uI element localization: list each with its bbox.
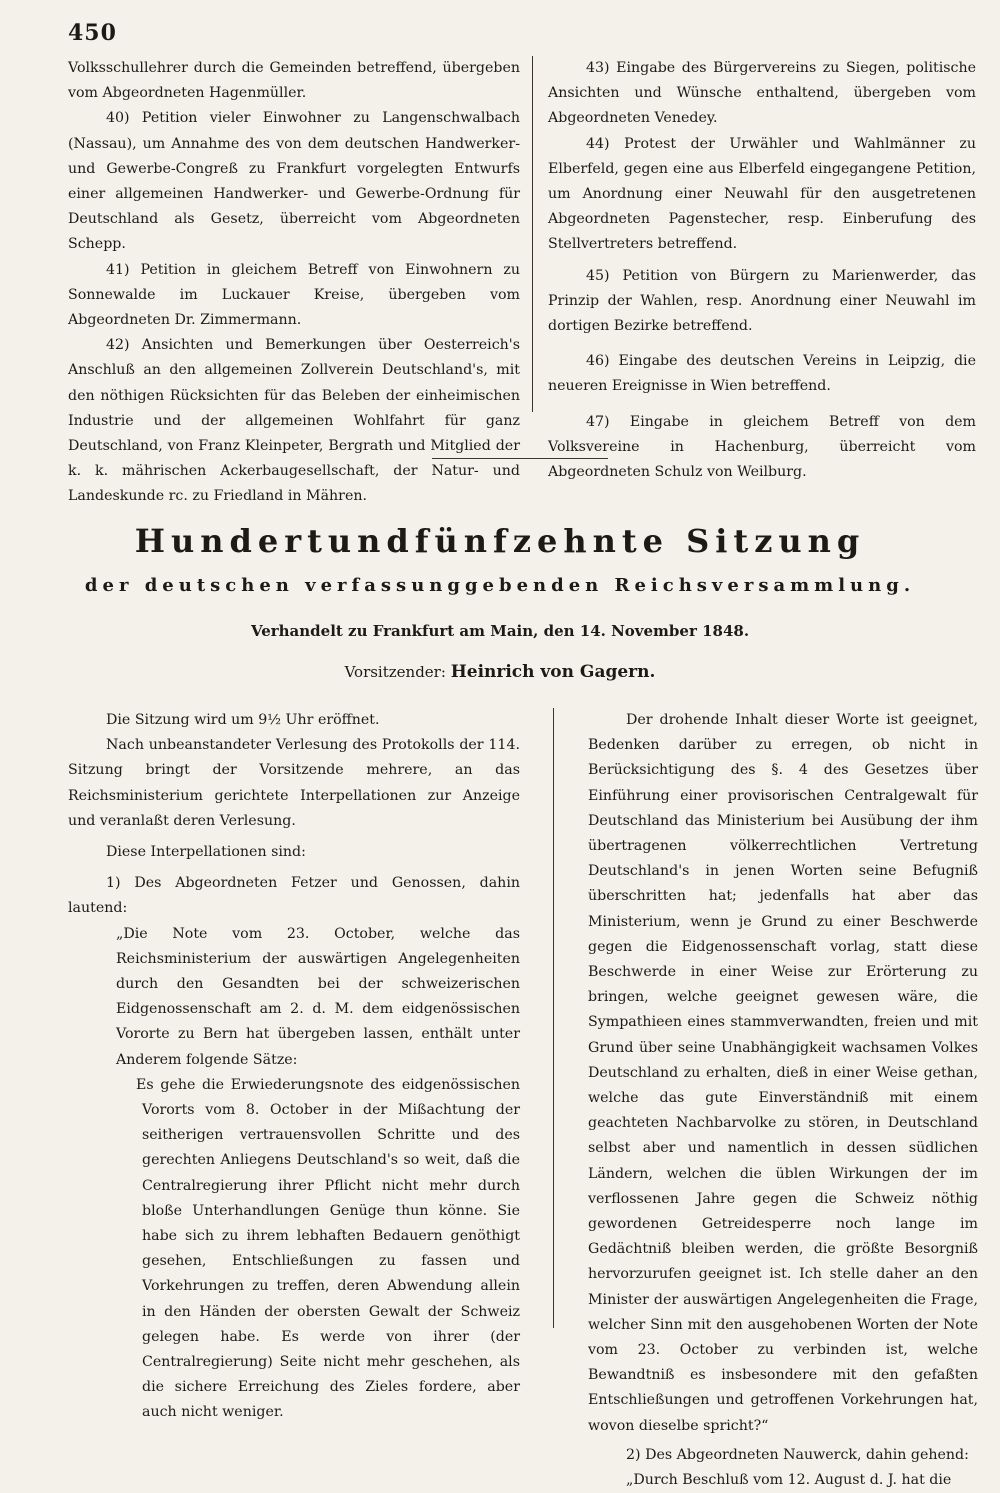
- interpellation-1-question: Der drohende Inhalt dieser Worte ist geeignet, Bedenken darüber zu erregen, ob nicht in Berücksichtigung des §. 4 des Gesetzes über Einführung einer provisorischen Centralgewalt für Deutschland das Ministerium bei Ausübung der ihm übertragenen völkerrechtlichen Vertretung Deutschland's in jenen Worten seine Befugniß überschritten hat; jedenfalls hat aber das Ministerium, wenn je Grund zu einer Beschwerde gegen die Eidgenossenschaft vorlag, statt diese Beschwerde in einer Weise zur Erörterung zu bringen, welche geeignet gewesen wäre, die Sympathieen eines stammverwandten, freien und mit Grund über seine Unabhängigkeit wachsamen Volkes Deutschland zu erhalten, dieß in einer Weise gethan, welche das gute Einverständniß mit einem geachteten Nachbarvolke zu stören, in Deutschland selbst aber und namentlich in dessen südlichen Ländern, welchen die üblen Wirkungen der im verflossenen Jahre gegen die Schweiz nöthig gewordenen Getreidesperre noch lange im Gedächtniß bleiben werden, die größte Besorgniß hervorzurufen geeignet ist. Ich stelle daher an den Minister der auswärtigen Angelegenheiten die Frage, welcher Sinn mit den ausgehobenen Worten der Note vom 23. October zu verbinden ist, welche Bewandtniß es insbesondere mit den gefaßten Entschließungen und getroffenen Vorkehrungen hat, wovon dieselbe spricht?“: [588, 712, 978, 1434]
- petition-41: 41) Petition in gleichem Betreff von Einwohnern zu Sonnewalde im Luckauer Kreise, übergeben vom Abgeordneten Dr. Zimmermann.: [68, 261, 520, 329]
- chair-name: Heinrich von Gagern.: [450, 662, 656, 682]
- interpellation-2-start: „Durch Beschluß vom 12. August d. J. hat die: [626, 1472, 952, 1489]
- place-date: Verhandelt zu Frankfurt am Main, den 14. November 1848.: [250, 622, 750, 640]
- page-number: 450: [68, 20, 117, 46]
- protocol-reading: Nach unbeanstandeter Verlesung des Protokolls der 114. Sitzung bringt der Vorsitzende mehrere, an das Reichsministerium gerichtete Interpellationen zur Anzeige und veranlaßt deren Verlesung.: [68, 737, 520, 829]
- interpellation-1-quoted-sentences: Es gehe die Erwiederungsnote des eidgenössischen Vororts vom 8. October in der Mißachtung der seitherigen vertrauensvollen Schritte und des gerechten Anliegens Deutschland's so weit, daß die Centralregierung ihrer Pflicht nicht mehr durch bloße Unterhandlungen Genüge thun könne. Sie habe sich zu ihrem lebhaften Bedauern genöthigt gesehen, Entschließungen zu fassen und Vorkehrungen zu treffen, deren Abwendung allein in den Händen der obersten Gewalt der Schweiz gelegen habe. Es werde von ihrer (der Centralregierung) Seite nicht mehr geschehen, als die sichere Erreichung des Zieles fordere, aber auch nicht weniger.: [136, 1076, 520, 1421]
- chair-line: [0, 662, 1000, 682]
- petition-43: 43) Eingabe des Bürgervereins zu Siegen, politische Ansichten und Wünsche enthaltend, übergeben vom Abgeordneten Venedey.: [548, 60, 976, 127]
- top-left-column: [68, 56, 520, 510]
- petition-44: 44) Protest der Urwähler und Wahlmänner zu Elberfeld, gegen eine aus Elberfeld eingegangene Petition, um Anordnung einer Neuwahl für den ausgetretenen Abgeordneten Pagenstecher, resp. Einberufung des Stellvertreters betreffend.: [548, 135, 976, 253]
- top-right-column: [548, 56, 976, 485]
- petition-47: 47) Eingabe in gleichem Betreff von dem Volksvereine in Hachenburg, überreicht vom Abgeordneten Schulz von Weilburg.: [548, 413, 976, 481]
- interpellations-intro: Diese Interpellationen sind:: [106, 844, 306, 861]
- column-divider-top: [532, 56, 533, 412]
- column-divider-bottom: [553, 708, 554, 1328]
- petition-46: 46) Eingabe des deutschen Vereins in Leipzig, die neueren Ereignisse in Wien betreffend.: [548, 353, 976, 395]
- petition-45: 45) Petition von Bürgern zu Marienwerder, das Prinzip der Wahlen, resp. Anordnung einer Neuwahl im dortigen Bezirke betreffend.: [548, 267, 976, 335]
- section-divider: [432, 458, 608, 459]
- interpellation-1-quote: „Die Note vom 23. October, welche das Reichsministerium der auswärtigen Angelegenheiten durch den Gesandten bei der schweizerischen Eidgenossenschaft am 2. d. M. dem eidgenössischen Vororte zu Bern hat übergeben lassen, enthält unter Anderem folgende Sätze:: [116, 925, 520, 1068]
- petition-39-continuation: Volksschullehrer durch die Gemeinden betreffend, übergeben vom Abgeordneten Hagenmüller.: [68, 60, 520, 102]
- bottom-right-column: [588, 708, 978, 1493]
- chair-label: Vorsitzender:: [344, 663, 446, 681]
- petition-42: 42) Ansichten und Bemerkungen über Oesterreich's Anschluß an den allgemeinen Zollverein Deutschland's, mit den nöthigen Rücksichten für das Beleben der einheimischen Industrie und der allgemeinen Wohlfahrt für ganz Deutschland, von Franz Kleinpeter, Bergrath und Mitglied der k. k. mährischen Ackerbaugesellschaft, der Natur- und Landeskunde rc. zu Friedland in Mähren.: [68, 337, 520, 505]
- session-subtitle: der deutschen verfassunggebenden Reichsversammlung.: [84, 575, 916, 596]
- petition-40: 40) Petition vieler Einwohner zu Langenschwalbach (Nassau), um Annahme des von dem deutschen Handwerker- und Gewerbe-Congreß zu Frankfurt vorgelegten Entwurfs einer allgemeinen Handwerker- und Gewerbe-Ordnung für Deutschland als Gesetz, überreicht vom Abgeordneten Schepp.: [68, 110, 520, 253]
- interpellation-2-header: 2) Des Abgeordneten Nauwerck, dahin gehend:: [626, 1446, 969, 1463]
- session-opening: Die Sitzung wird um 9½ Uhr eröffnet.: [106, 712, 380, 728]
- interpellation-1-header: 1) Des Abgeordneten Fetzer und Genossen, dahin lautend:: [68, 875, 520, 917]
- session-title: Hundertundfünfzehnte Sitzung: [134, 522, 866, 560]
- bottom-left-column: [68, 708, 520, 1426]
